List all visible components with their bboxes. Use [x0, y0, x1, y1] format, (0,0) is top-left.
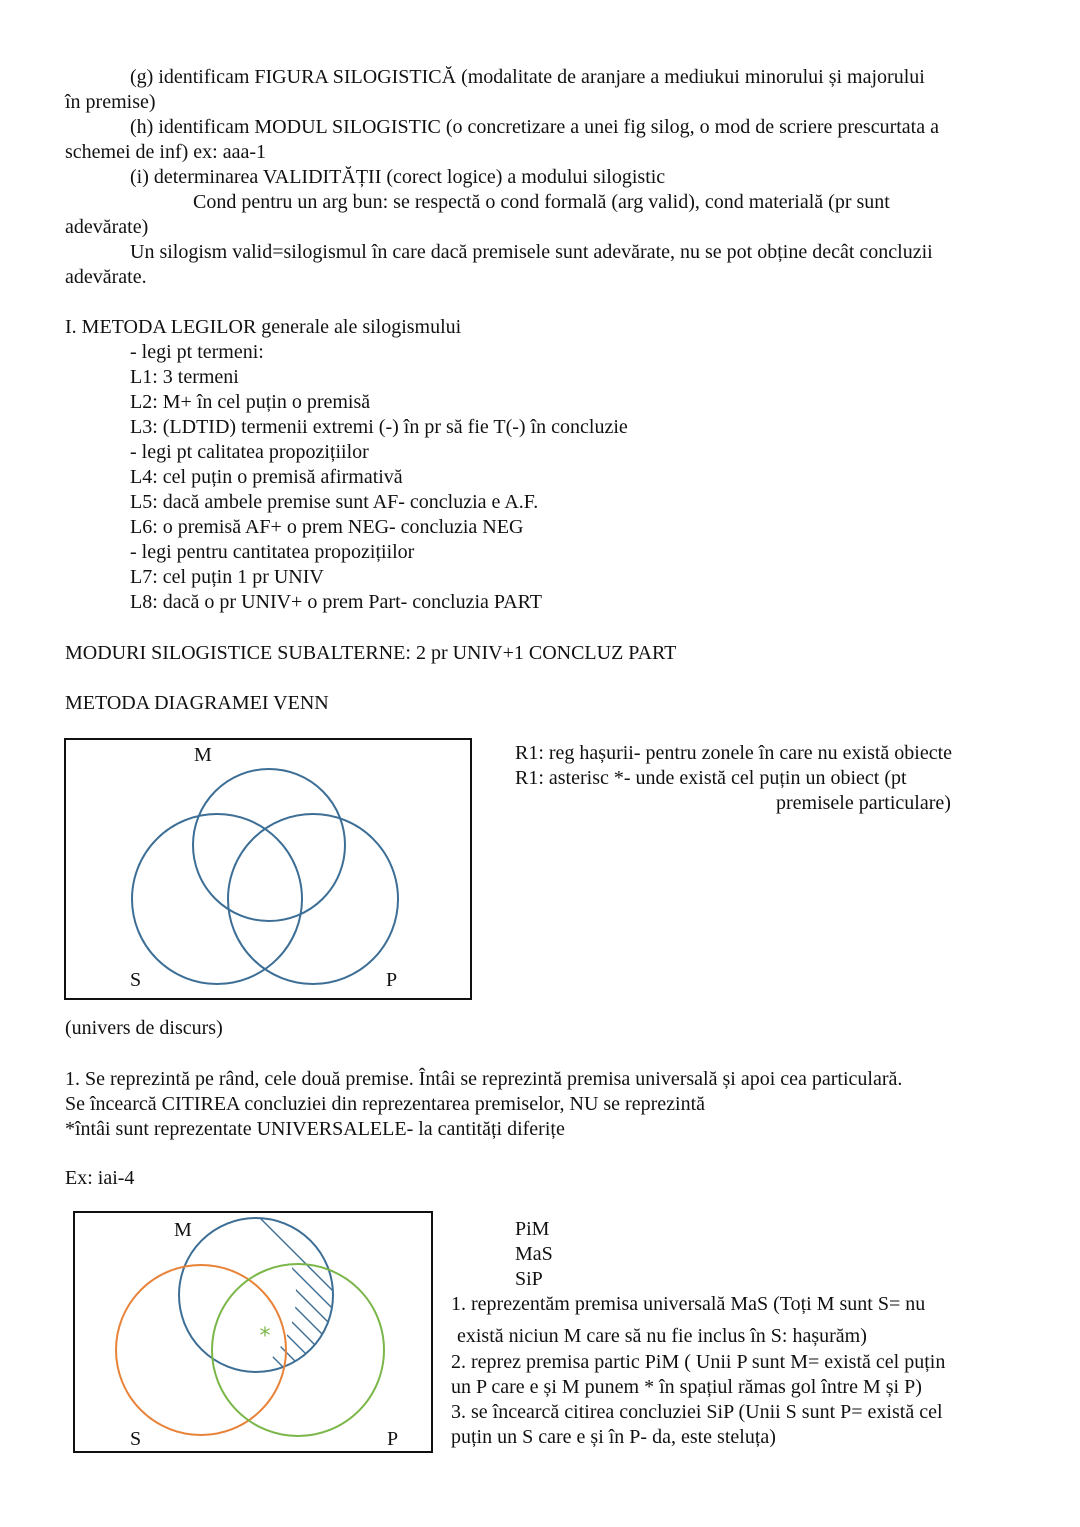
steps-line2: Se încearcă CITIREA concluziei din reprezentarea premiselor, NU se reprezintă	[65, 1093, 705, 1115]
label-s: S	[130, 969, 142, 991]
intro-i-line: (i) determinarea VALIDITĂȚII (corect logice) a modului silogistic	[130, 166, 666, 188]
example-title: Ex: iai-4	[65, 1167, 135, 1189]
rule-asterisk-line1: R1: asterisc *- unde există cel puțin un obiect (pt	[515, 767, 907, 789]
example-venn-diagram	[73, 1211, 433, 1453]
law-item: L5: dacă ambele premise sunt AF- concluzia e A.F.	[130, 491, 539, 513]
law-item: L6: o premisă AF+ o prem NEG- concluzia NEG	[130, 516, 524, 538]
intro-g-line2: în premise)	[65, 91, 156, 113]
law-item: L2: M+ în cel puțin o premisă	[130, 391, 371, 413]
circle-p	[228, 814, 398, 984]
explanation-line: 2. reprez premisa partic PiM ( Unii P sunt M= există cel puțin	[451, 1351, 946, 1373]
explanation-line: un P care e și M punem * în spațiul rămas gol între M și P)	[451, 1376, 922, 1398]
venn-heading: METODA DIAGRAMEI VENN	[65, 692, 329, 714]
law-item: - legi pentru cantitatea propozițiilor	[130, 541, 415, 563]
circle-p	[212, 1264, 384, 1436]
laws-heading: I. METODA LEGILOR generale ale silogismului	[65, 316, 462, 338]
universe-caption: (univers de discurs)	[65, 1017, 223, 1039]
explanation-line: există niciun M care să nu fie inclus în S: hașurăm)	[457, 1325, 867, 1347]
steps-line1: 1. Se reprezintă pe rând, cele două premise. Întâi se reprezintă premisa universală și apoi cea particulară.	[65, 1068, 903, 1090]
subaltern-moods: MODURI SILOGISTICE SUBALTERNE: 2 pr UNIV+1 CONCLUZ PART	[65, 642, 677, 664]
law-item: L8: dacă o pr UNIV+ o prem Part- concluzia PART	[130, 591, 543, 613]
rule-hatching: R1: reg hașurii- pentru zonele în care nu există obiecte	[515, 742, 953, 764]
circle-m	[193, 769, 345, 921]
intro-g-line1: (g) identificam FIGURA SILOGISTICĂ (modalitate de aranjare a mediukui minorului și majorului	[130, 66, 925, 88]
label-s: S	[130, 1428, 142, 1450]
circle-m	[179, 1218, 333, 1372]
law-item: - legi pt calitatea propozițiilor	[130, 441, 369, 463]
law-item: L3: (LDTID) termenii extremi (-) în pr să fie T(-) în concluzie	[130, 416, 628, 438]
circle-s	[132, 814, 302, 984]
venn-diagram-circles	[66, 740, 474, 1002]
premise-mas: MaS	[515, 1243, 553, 1265]
law-item: L1: 3 termeni	[130, 366, 239, 388]
explanation-line: puțin un S care e și în P- da, este steluța)	[451, 1426, 776, 1448]
label-m: M	[174, 1219, 192, 1241]
intro-valid-line2: adevărate.	[65, 266, 147, 288]
example-venn-circles	[75, 1213, 435, 1455]
intro-h-line1: (h) identificam MODUL SILOGISTIC (o concretizare a unei fig silog, o mod de scriere prescurtata a	[130, 116, 939, 138]
label-m: M	[194, 744, 212, 766]
explanation-line: 1. reprezentăm premisa universală MaS (Toți M sunt S= nu	[451, 1293, 926, 1315]
explanation-line: 3. se încearcă citirea concluziei SiP (Unii S sunt P= există cel	[451, 1401, 943, 1423]
venn-diagram-universe	[64, 738, 472, 1000]
rule-asterisk-line2: premisele particulare)	[776, 792, 951, 814]
conclusion-sip: SiP	[515, 1268, 543, 1290]
law-item: - legi pt termeni:	[130, 341, 264, 363]
law-item: L4: cel puțin o premisă afirmativă	[130, 466, 403, 488]
label-p: P	[386, 969, 398, 991]
intro-cond-line1: Cond pentru un arg bun: se respectă o cond formală (arg valid), cond materială (pr sunt	[193, 191, 890, 213]
asterisk-mark: *	[259, 1324, 271, 1349]
intro-h-line2: schemei de inf) ex: aaa-1	[65, 141, 267, 163]
intro-valid-line1: Un silogism valid=silogismul în care dacă premisele sunt adevărate, nu se pot obține decât concluzii	[130, 241, 933, 263]
law-item: L7: cel puțin 1 pr UNIV	[130, 566, 324, 588]
intro-cond-line2: adevărate)	[65, 216, 149, 238]
hatched-region	[175, 1133, 375, 1459]
steps-line3: *întâi sunt reprezentate UNIVERSALELE- la cantități diferițe	[65, 1118, 565, 1140]
premise-pim: PiM	[515, 1218, 550, 1240]
label-p: P	[387, 1428, 399, 1450]
